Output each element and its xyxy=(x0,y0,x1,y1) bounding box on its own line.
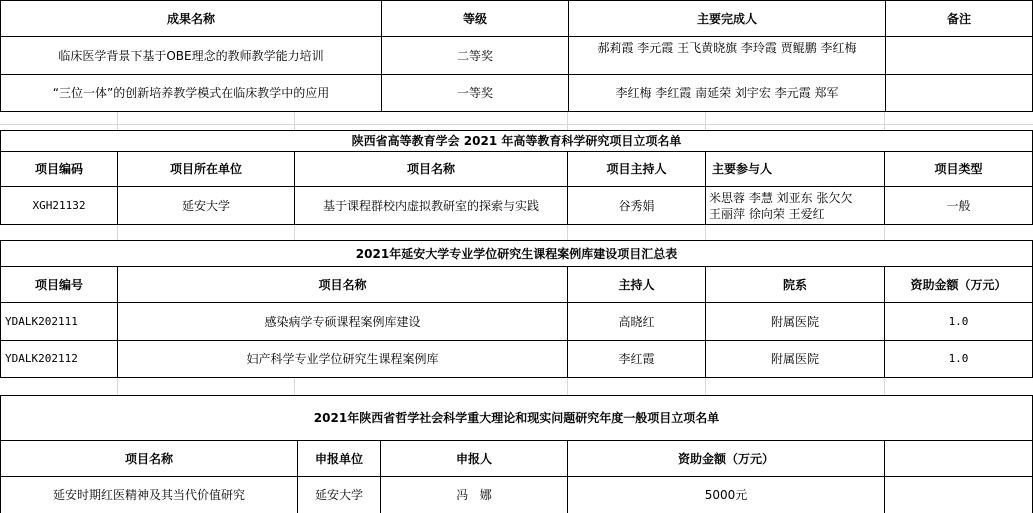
header-remarks: 备注 xyxy=(946,11,971,26)
project-number-cell: YDALK202111 xyxy=(5,314,78,328)
applicant-unit-cell: 延安大学 xyxy=(314,488,363,502)
spacer-gridline xyxy=(117,111,118,130)
spacer-gridline xyxy=(567,377,568,395)
contributors-cell: 郝莉霞 李元霞 王飞黄晓旗 李玲霞 贾鲲鹏 李红梅 xyxy=(597,41,857,55)
funding-amount-cell: 1.0 xyxy=(948,314,969,328)
header-host: 主持人 xyxy=(618,277,655,292)
host-cell: 李红霞 xyxy=(618,352,655,366)
header-achievement-name: 成果名称 xyxy=(166,11,215,26)
grid-line xyxy=(0,377,1033,378)
project-name-cell: 感染病学专硕课程案例库建设 xyxy=(264,314,421,329)
spacer-gridline xyxy=(884,224,885,240)
grid-line xyxy=(0,224,1033,225)
spacer-gridline xyxy=(705,224,706,240)
spacer-gridline xyxy=(117,224,118,240)
achievement-name-cell: 临床医学背景下基于OBE理念的教师教学能力培训 xyxy=(58,48,324,63)
header-project-unit: 项目所在单位 xyxy=(169,162,242,176)
spacer-gridline xyxy=(294,377,295,395)
project-code-cell: XGH21132 xyxy=(32,198,86,212)
header-project-number: 项目编号 xyxy=(34,277,83,292)
header-project-name: 项目名称 xyxy=(124,451,173,466)
spacer-gridline xyxy=(0,124,1033,125)
project-name-cell: 延安时期红医精神及其当代价值研究 xyxy=(52,488,245,502)
grid-line xyxy=(884,440,885,513)
spacer-gridline xyxy=(117,377,118,395)
department-cell: 附属医院 xyxy=(770,314,819,329)
spacer-gridline xyxy=(884,377,885,395)
contributors-cell: 李红梅 李红霞 南延荣 刘宇宏 李元霞 郑军 xyxy=(615,86,839,100)
header-project-code: 项目编码 xyxy=(34,162,83,176)
table-title-case-library: 2021年延安大学专业学位研究生课程案例库建设项目汇总表 xyxy=(355,246,678,261)
table-title-philosophy-social-science: 2021年陕西省哲学社会科学重大理论和现实问题研究年度一般项目立项名单 xyxy=(313,411,720,425)
grade-cell: 二等奖 xyxy=(456,48,493,63)
remarks-cell xyxy=(886,37,1032,74)
header-project-name: 项目名称 xyxy=(406,162,455,176)
spacer-gridline xyxy=(884,111,885,130)
spacer-gridline xyxy=(567,224,568,240)
header-funding-amount: 资助金额（万元） xyxy=(910,277,1007,292)
funding-amount-cell: 5000元 xyxy=(704,488,748,502)
achievement-name-cell: “三位一体”的创新培养教学模式在临床教学中的应用 xyxy=(52,86,330,100)
header-applicant-unit: 申报单位 xyxy=(314,451,363,466)
project-name-cell: 基于课程群校内虚拟教研室的探索与实践 xyxy=(322,198,539,213)
grade-cell: 一等奖 xyxy=(456,86,493,100)
spacer-gridline xyxy=(567,111,568,130)
spacer-gridline xyxy=(294,224,295,240)
department-cell: 附属医院 xyxy=(770,352,819,366)
grid-line xyxy=(0,111,1033,112)
applicant-cell: 冯 娜 xyxy=(456,488,492,502)
header-applicant: 申报人 xyxy=(455,451,492,466)
spacer-gridline xyxy=(294,111,295,130)
header-department: 院系 xyxy=(782,277,807,292)
header-participants: 主要参与人 xyxy=(712,162,773,176)
header-project-host: 项目主持人 xyxy=(606,162,667,176)
remarks-cell xyxy=(886,75,1032,111)
project-host-cell: 谷秀娟 xyxy=(618,198,655,213)
header-project-type: 项目类型 xyxy=(934,162,983,176)
participants-cell xyxy=(706,187,884,224)
project-type-cell: 一般 xyxy=(946,198,971,213)
project-unit-cell: 延安大学 xyxy=(181,198,230,213)
participants-line: 王丽萍 徐向荣 王爱红 xyxy=(709,206,825,221)
participants-line: 米思蓉 李慧 刘亚东 张欠欠 xyxy=(709,190,853,205)
header-funding-amount: 资助金额（万元） xyxy=(677,451,774,466)
spacer-gridline xyxy=(705,377,706,395)
table-title-education-society: 陕西省高等教育学会 2021 年高等教育科学研究项目立项名单 xyxy=(351,134,682,148)
project-name-cell: 妇产科学专业学位研究生课程案例库 xyxy=(246,352,439,366)
host-cell: 高晓红 xyxy=(618,314,655,329)
header-main-contributors: 主要完成人 xyxy=(696,11,757,26)
header-grade: 等级 xyxy=(462,11,487,26)
funding-amount-cell: 1.0 xyxy=(948,352,969,365)
header-project-name: 项目名称 xyxy=(318,277,367,292)
spacer-gridline xyxy=(705,111,706,130)
project-number-cell: YDALK202112 xyxy=(5,352,78,365)
